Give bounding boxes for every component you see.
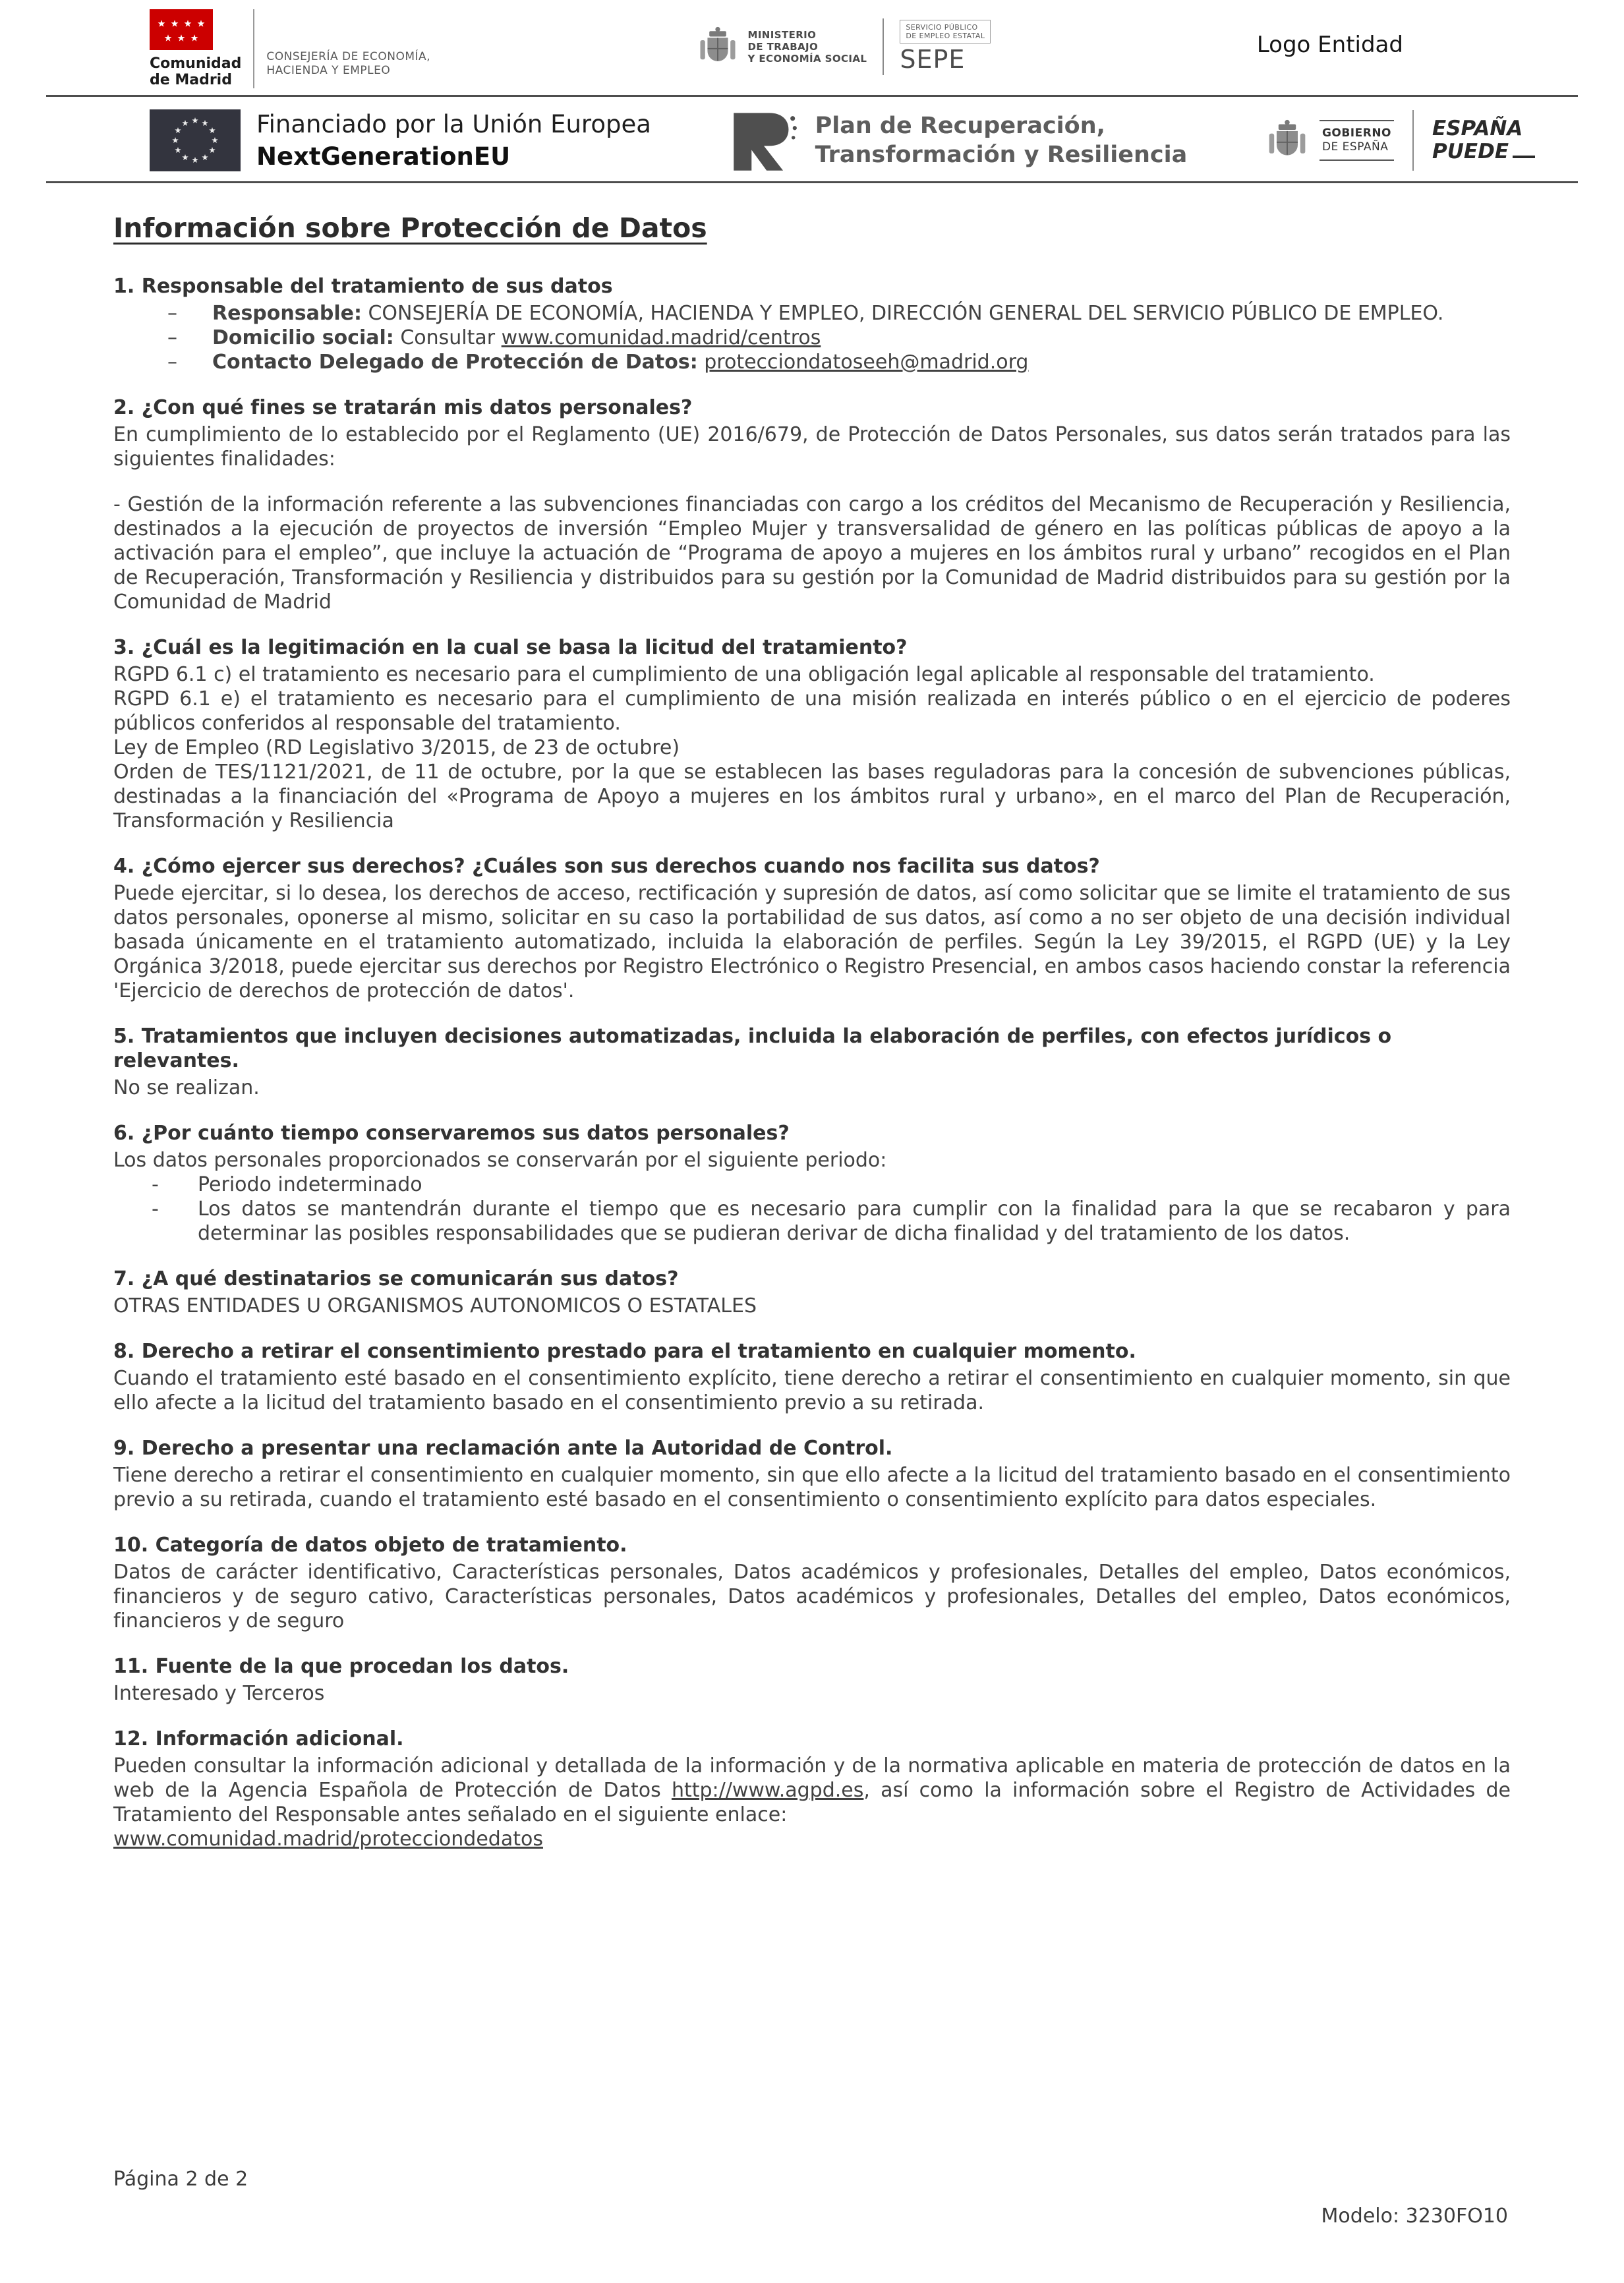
espana-puede-logo [1432, 117, 1535, 163]
list-item [113, 326, 1511, 350]
madrid-brand-text [150, 55, 241, 88]
text-run: RGPD 6.1 e) el tratamiento es necesario para el cumplimiento de una misión realizada en interés público o en el ejercicio de poderes públicos conferidos al responsable del tratamiento. [113, 687, 1511, 735]
header-row-funding [0, 106, 1624, 175]
header-rule-top [46, 95, 1578, 97]
page-title: Información sobre Protección de Datos [113, 212, 707, 244]
gobierno-espana-logo [1265, 110, 1535, 171]
eu-funding-text [256, 110, 651, 171]
gobierno-emblem-icon [1265, 119, 1309, 162]
espana-puede-line1: ESPAÑA [1432, 117, 1523, 140]
eu-funding-line1: Financiado por la Unión Europea [256, 110, 651, 138]
paragraph [113, 1560, 1511, 1633]
list-item [113, 1172, 1511, 1197]
section-heading: 4. ¿Cómo ejercer sus derechos? ¿Cuáles son sus derechos cuando nos facilita sus datos? [113, 855, 1100, 878]
page-header [0, 0, 1624, 183]
sepe-wordmark: SEPE [900, 45, 966, 74]
sepe-block [900, 20, 991, 74]
logo-entidad-label: Logo Entidad [1256, 32, 1403, 58]
eu-flag-icon [150, 109, 241, 171]
text-run: Responsable: [212, 302, 362, 325]
section-heading: 10. Categoría de datos objeto de tratamiento. [113, 1534, 627, 1557]
section-10 [113, 1533, 1511, 1633]
ministerio-label [748, 29, 867, 65]
vertical-divider [253, 9, 254, 88]
gobierno-label [1320, 120, 1394, 161]
paragraph [113, 1827, 1511, 1851]
paragraph [113, 1754, 1511, 1827]
sepe-caption-line1: SERVICIO PÚBLICO [906, 23, 978, 32]
prtr-line2: Transformación y Resiliencia [815, 142, 1188, 168]
model-number: Modelo: 3230FO10 [1321, 2205, 1508, 2228]
text-run: - Gestión de la información referente a las subvenciones financiadas con cargo a los créditos del Mecanismo de Recuperación y Resiliencia, destinados a la ejecución de proyectos de inversión “Empleo Mujer y transversalidad de género en las políticas públicas de apoyo a la activación para el empleo”, que incluye la actuación de “Programa de apoyo a mujeres en los ámbitos rural y urbano” recogidos en el Plan de Recuperación, Transformación y Resiliencia y distribuidos para su gestión por la Comunidad de Madrid distribuidos para su gestión por la Comunidad de Madrid [113, 493, 1511, 614]
text-run: CONSEJERÍA DE ECONOMÍA, HACIENDA Y EMPLEO, DIRECCIÓN GENERAL DEL SERVICIO PÚBLICO DE EMPLEO. [361, 302, 1444, 325]
link[interactable]: www.comunidad.madrid/protecciondedatos [113, 1828, 543, 1851]
section-1 [113, 274, 1511, 374]
section-heading: 1. Responsable del tratamiento de sus datos [113, 275, 613, 298]
text-run: En cumplimiento de lo establecido por el Reglamento (UE) 2016/679, de Protección de Datos Personales, sus datos serán tratados para las siguientes finalidades: [113, 423, 1511, 471]
section-heading: 8. Derecho a retirar el consentimiento prestado para el tratamiento en cualquier momento. [113, 1340, 1136, 1363]
paragraph [113, 662, 1511, 687]
section-2 [113, 395, 1511, 614]
text-run: Puede ejercitar, si lo desea, los derechos de acceso, rectificación y supresión de datos, así como solicitar que se limite el tratamiento de sus datos personales, oponerse al mismo, solicitar en su caso la portabilidad de sus datos, así como a no ser objeto de una decisión individual basada únicamente en el tratamiento automatizado, incluida la elaboración de perfiles. Según la Ley 39/2015, el RGPD (UE) y la Ley Orgánica 3/2018, puede ejercitar sus derechos por Registro Electrónico o Registro Presencial, en ambos casos haciendo constar la referencia 'Ejercicio de derechos de protección de datos'. [113, 882, 1511, 1002]
paragraph [113, 881, 1511, 1003]
page-number: Página 2 de 2 [113, 2168, 248, 2191]
paragraph [113, 492, 1511, 614]
comunidad-madrid-logo [150, 9, 430, 88]
text-run: Tiene derecho a retirar el consentimiento en cualquier momento, sin que ello afecte a la licitud del tratamiento basado en el consentimiento previo a su retirada, cuando el tratamiento esté basado en el consentimiento o consentimiento explícito para datos especiales. [113, 1464, 1511, 1511]
text-run: , así como la información sobre el Registro de Actividades de Tratamiento del Responsable antes señalado en el siguiente enlace: [113, 1779, 1511, 1826]
section-8 [113, 1339, 1511, 1415]
text-run: Contacto Delegado de Protección de Datos: [212, 351, 698, 374]
madrid-flag-icon [150, 9, 213, 50]
text-run: Los datos personales proporcionados se conservarán por el siguiente periodo: [113, 1149, 887, 1172]
text-run: Ley de Empleo (RD Legislativo 3/2015, de 23 de octubre) [113, 736, 680, 759]
section-6 [113, 1121, 1511, 1246]
bullet-marker: – [167, 302, 177, 325]
text-run [698, 351, 705, 374]
consejeria-line2: HACIENDA Y EMPLEO [266, 64, 391, 77]
paragraph [113, 1148, 1511, 1172]
vertical-divider [1412, 110, 1414, 171]
paragraph [113, 760, 1511, 833]
text-run: Cuando el tratamiento esté basado en el consentimiento explícito, tiene derecho a retirar el consentimiento en cualquier momento, sin que ello afecte a la licitud del tratamiento basado en el consentimiento previo a su retirada. [113, 1367, 1511, 1414]
madrid-brand-line1: Comunidad [150, 55, 242, 72]
bullet-marker: – [167, 326, 177, 349]
espana-puede-line2 [1432, 140, 1535, 163]
header-rule-bottom [46, 181, 1578, 183]
espana-puede-underline [1513, 156, 1535, 158]
paragraph [113, 422, 1511, 471]
section-heading: 12. Información adicional. [113, 1727, 404, 1750]
section-11 [113, 1654, 1511, 1706]
ministerio-line2: DE TRABAJO [747, 41, 819, 53]
paragraph [113, 1463, 1511, 1512]
paragraph [113, 1294, 1511, 1318]
text-run: Pueden consultar la información adicional y detallada de la información y de la normativa aplicable en materia de protección de datos en la web de la Agencia Española de Protección de Datos [113, 1754, 1511, 1802]
espana-puede-word: PUEDE [1432, 140, 1509, 163]
consejeria-label [266, 50, 430, 88]
list-item [113, 1197, 1511, 1246]
spain-coat-of-arms-icon [697, 26, 739, 68]
text-run: Domicilio social: [212, 326, 394, 349]
list-item [113, 301, 1511, 326]
section-9 [113, 1436, 1511, 1512]
document-body [0, 212, 1624, 1851]
ministerio-line3: Y ECONOMÍA SOCIAL [747, 53, 867, 65]
text-run: Periodo indeterminado [198, 1173, 422, 1196]
section-heading: 2. ¿Con qué fines se tratarán mis datos personales? [113, 396, 693, 419]
prtr-logo-block [730, 106, 1188, 175]
bullet-marker: - [152, 1198, 159, 1221]
gobierno-line2: DE ESPAÑA [1321, 140, 1389, 154]
header-row-logos [0, 9, 1624, 88]
section-7 [113, 1267, 1511, 1318]
section-heading: 7. ¿A qué destinatarios se comunicarán sus datos? [113, 1267, 679, 1290]
list-item [113, 350, 1511, 374]
section-12 [113, 1727, 1511, 1851]
section-heading: 6. ¿Por cuánto tiempo conservaremos sus datos personales? [113, 1122, 790, 1145]
section-heading: 11. Fuente de la que procedan los datos. [113, 1655, 569, 1678]
sepe-caption [900, 20, 991, 43]
text-run: OTRAS ENTIDADES U ORGANISMOS AUTONOMICOS O ESTATALES [113, 1294, 757, 1317]
section-3 [113, 635, 1511, 833]
section-heading: 9. Derecho a presentar una reclamación ante la Autoridad de Control. [113, 1437, 893, 1460]
madrid-brand-line2: de Madrid [150, 72, 232, 88]
bullet-marker: - [152, 1173, 159, 1196]
section-heading: 5. Tratamientos que incluyen decisiones automatizadas, incluida la elaboración de perfiles, con efectos jurídicos o relevantes. [113, 1025, 1392, 1072]
vertical-divider [883, 18, 884, 75]
text-run: Orden de TES/1121/2021, de 11 de octubre, por la que se establecen las bases reguladoras para la concesión de subvenciones públicas, destinadas a la financiación del «Programa de Apoyo a mujeres en los ámbitos rural y urbano», en el marco del Plan de Recuperación, Transformación y Resiliencia [113, 761, 1511, 832]
text-run: Los datos se mantendrán durante el tiempo que es necesario para cumplir con la finalidad para la que se recabaron y para determinar las posibles responsabilidades que se pudieran derivar de dicha finalidad y del tratamiento de los datos. [198, 1198, 1511, 1245]
bullet-marker: – [167, 351, 177, 374]
text-run: No se realizan. [113, 1076, 260, 1099]
prtr-logo-icon [730, 106, 798, 175]
prtr-label [815, 111, 1188, 169]
gobierno-line1: GOBIERNO [1321, 127, 1392, 140]
link[interactable]: protecciondatoseeh@madrid.org [704, 351, 1029, 374]
text-run: Interesado y Terceros [113, 1682, 325, 1705]
ministerio-line1: MINISTERIO [747, 29, 817, 41]
paragraph [113, 736, 1511, 760]
text-run: Consultar [393, 326, 502, 349]
paragraph [113, 1076, 1511, 1100]
comunidad-madrid-brand [150, 9, 241, 88]
eu-funding-line2: NextGenerationEU [256, 142, 511, 171]
text-run: RGPD 6.1 c) el tratamiento es necesario para el cumplimiento de una obligación legal aplicable al responsable del tratamiento. [113, 663, 1375, 686]
sections-container [113, 274, 1511, 1851]
section-heading: 3. ¿Cuál es la legitimación en la cual se basa la licitud del tratamiento? [113, 636, 908, 659]
text-run: Datos de carácter identificativo, Características personales, Datos académicos y profesionales, Detalles del empleo, Datos económicos, financieros y de seguro cativo, Características personales, Datos académicos y profesionales, Detalles del empleo, Datos económicos, financieros y de seguro [113, 1561, 1511, 1633]
paragraph [113, 687, 1511, 736]
link[interactable]: www.comunidad.madrid/centros [501, 326, 821, 349]
section-5 [113, 1024, 1511, 1100]
ministerio-sepe-logo [690, 13, 998, 80]
section-4 [113, 854, 1511, 1003]
link[interactable]: http://www.agpd.es [671, 1779, 864, 1802]
prtr-line1: Plan de Recuperación, [815, 113, 1105, 139]
paragraph [113, 1681, 1511, 1706]
eu-funding-logo [150, 109, 651, 171]
paragraph [113, 1366, 1511, 1415]
consejeria-line1: CONSEJERÍA DE ECONOMÍA, [266, 50, 431, 63]
sepe-caption-line2: DE EMPLEO ESTATAL [906, 32, 985, 40]
